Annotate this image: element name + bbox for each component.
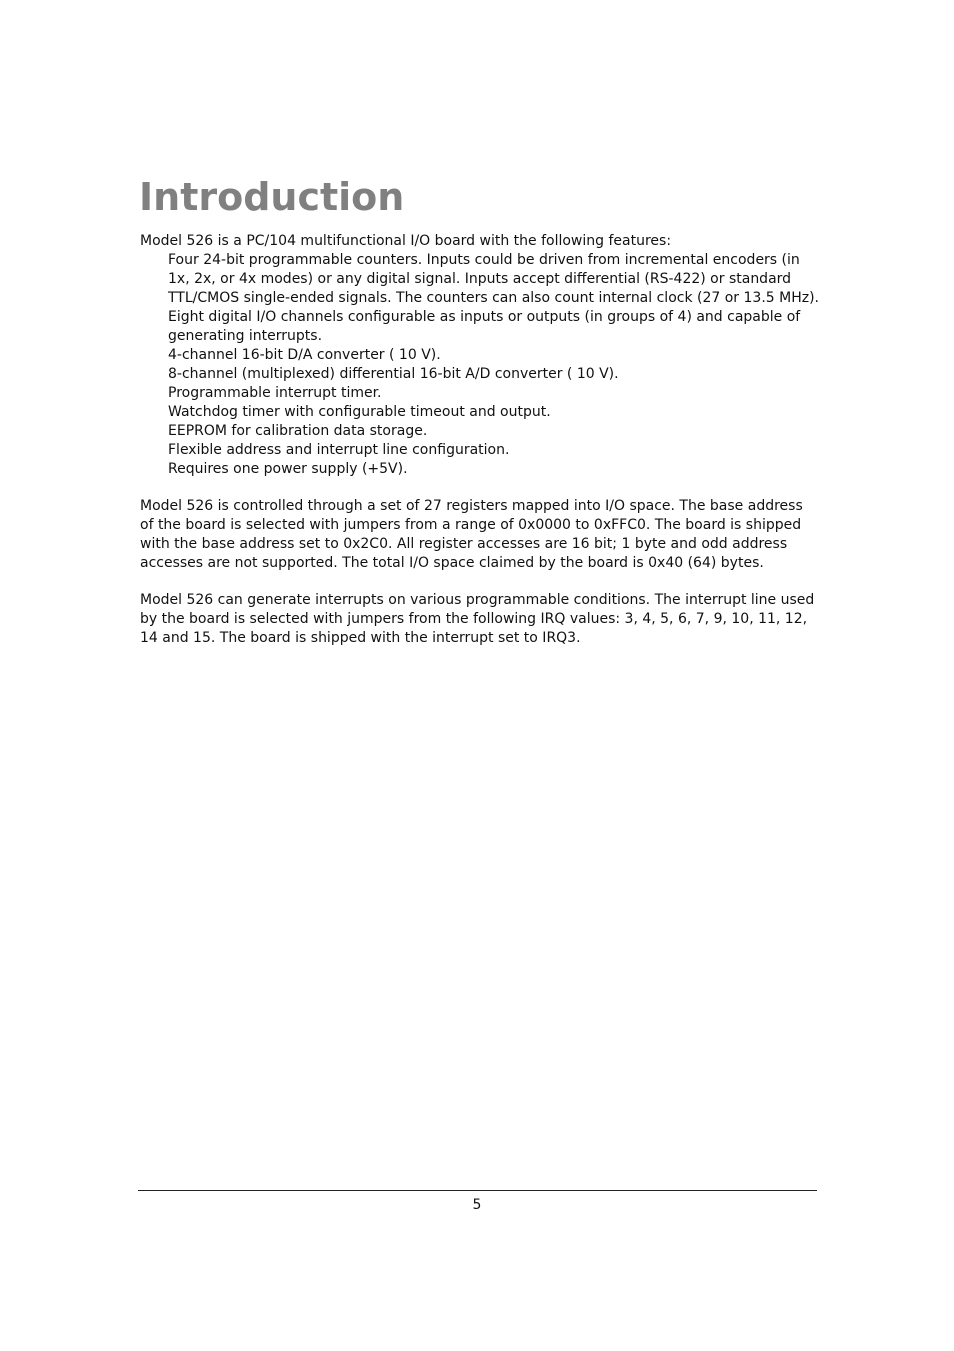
feature-item: Eight digital I/O channels configurable as inputs or outputs (in groups of 4) and capable of generating interrupts.	[168, 309, 801, 344]
feature-list	[140, 251, 820, 479]
feature-item: 4-channel 16-bit D/A converter ( 10 V).	[168, 347, 441, 363]
feature-item: Programmable interrupt timer.	[168, 385, 382, 401]
interrupts-paragraph: Model 526 can generate interrupts on various programmable conditions. The interrupt line used by the board is selected with jumpers from the following IRQ values: 3, 4, 5, 6, 7, 9, 10, 11, 12, 14 and 15. The board is shipped with the interrupt set to IRQ3.	[140, 592, 815, 646]
feature-item: EEPROM for calibration data storage.	[168, 423, 428, 439]
footer-divider	[138, 1190, 817, 1191]
feature-item: Flexible address and interrupt line configuration.	[168, 442, 510, 458]
feature-item: Requires one power supply (+5V).	[168, 461, 408, 477]
registers-paragraph: Model 526 is controlled through a set of 27 registers mapped into I/O space. The base address of the board is selected with jumpers from a range of 0x0000 to 0xFFC0. The board is shipped with the base address set to 0x2C0. All register accesses are 16 bit; 1 byte and odd address accesses are not supported. The total I/O space claimed by the board is 0x40 (64) bytes.	[140, 498, 803, 571]
page-title: Introduction	[139, 175, 405, 219]
document-body	[140, 232, 820, 648]
feature-item: Watchdog timer with configurable timeout and output.	[168, 404, 551, 420]
intro-paragraph: Model 526 is a PC/104 multifunctional I/O board with the following features:	[140, 233, 672, 249]
feature-item: Four 24-bit programmable counters. Inputs could be driven from incremental encoders (in 1x, 2x, or 4x modes) or any digital signal. Inputs accept differential (RS-422) or standard TTL/CMOS single-ended signals. The counters can also count internal clock (27 or 13.5 MHz).	[168, 252, 819, 306]
page-number: 5	[472, 1197, 482, 1213]
feature-item: 8-channel (multiplexed) differential 16-bit A/D converter ( 10 V).	[168, 366, 619, 382]
